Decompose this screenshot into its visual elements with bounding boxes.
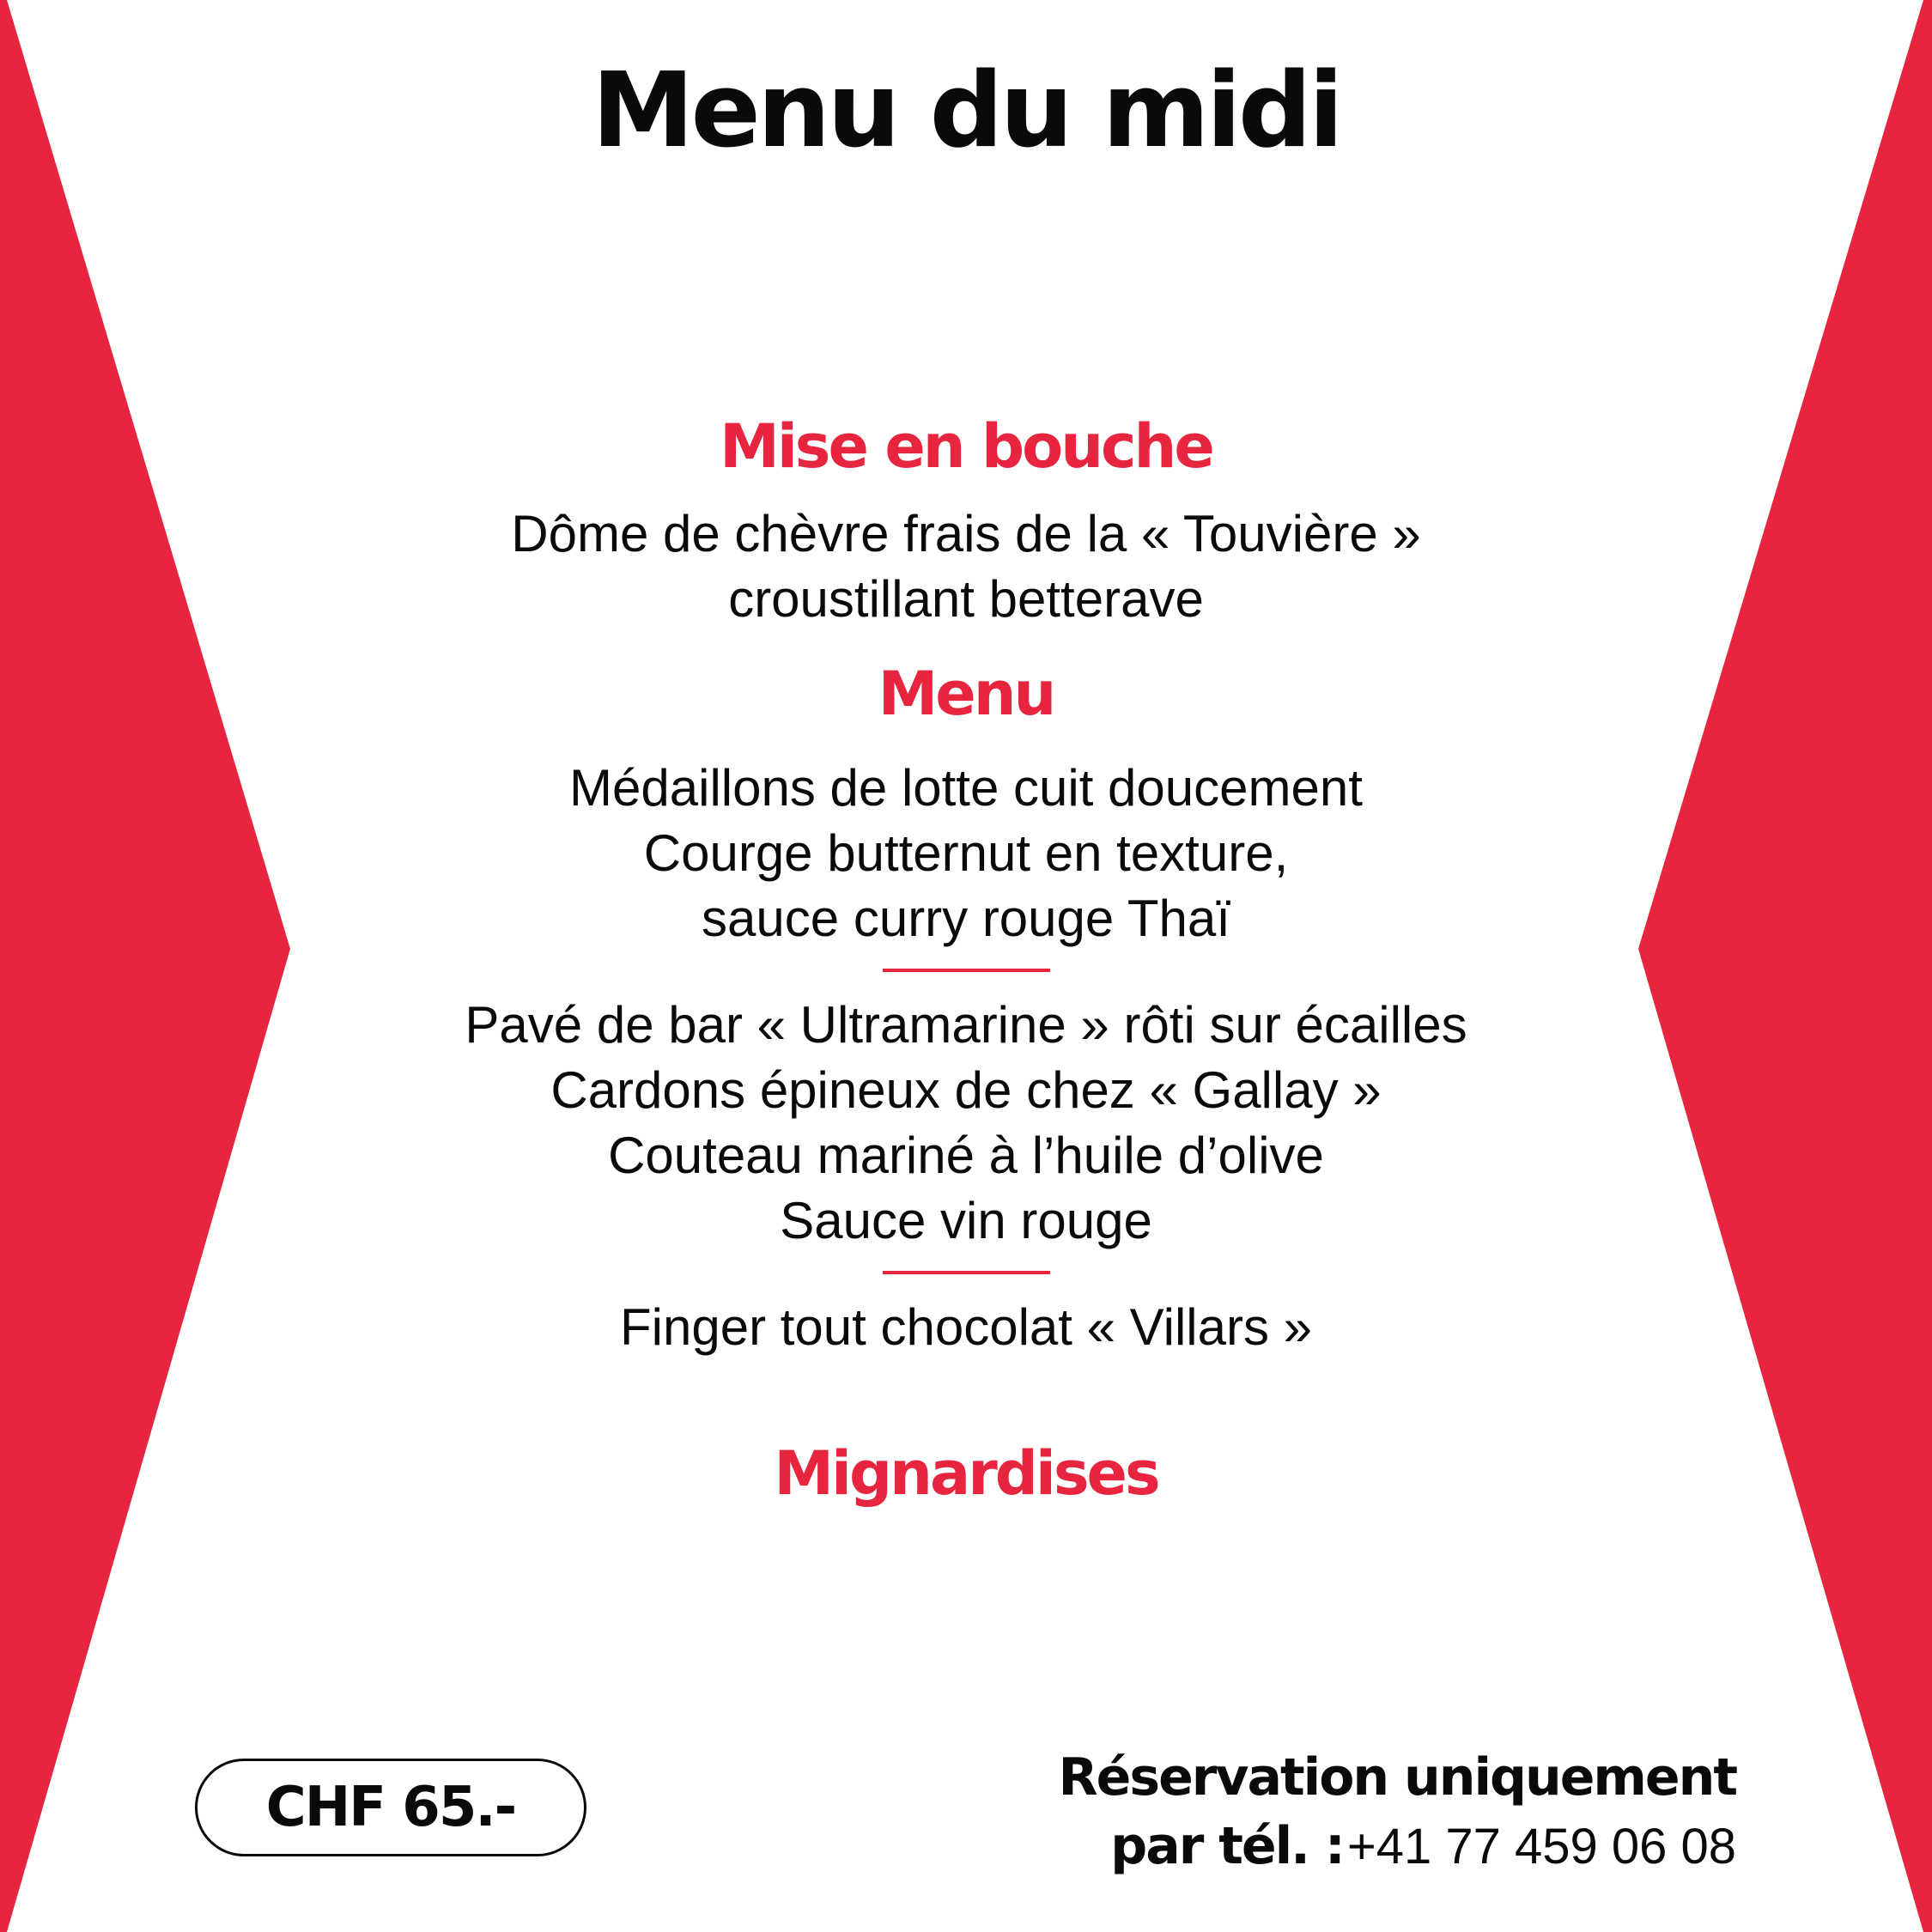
dish-line: Courge butternut en texture, <box>643 824 1289 882</box>
dish-line: croustillant betterave <box>728 570 1204 628</box>
section-heading-mignardises: Mignardises <box>774 1438 1158 1509</box>
course-separator <box>883 969 1050 972</box>
reservation-info <box>1058 1743 1736 1894</box>
dish-line: Finger tout chocolat « Villars » <box>620 1298 1312 1356</box>
section-heading-mise-en-bouche: Mise en bouche <box>720 411 1212 482</box>
dish-line: Sauce vin rouge <box>780 1192 1152 1249</box>
reservation-line: Réservation uniquement <box>1058 1747 1736 1807</box>
price-badge <box>195 1759 586 1856</box>
left-red-shape <box>0 0 290 1932</box>
menu-content <box>365 404 1567 1516</box>
course-separator <box>883 1271 1050 1274</box>
dish-line: sauce curry rouge Thaï <box>702 890 1230 947</box>
phone-label: par tél. : <box>1110 1816 1344 1876</box>
dish-line: Médaillons de lotte cuit doucement <box>569 759 1363 817</box>
section-heading-menu: Menu <box>878 659 1054 729</box>
price-text: CHF 65.- <box>265 1776 516 1839</box>
dish-line: Pavé de bar « Ultramarine » rôti sur écailles <box>465 996 1467 1054</box>
reservation-phone-line <box>1058 1812 1736 1894</box>
dish-line: Cardons épineux de chez « Gallay » <box>550 1061 1382 1119</box>
right-red-shape <box>1638 0 1932 1932</box>
page-title: Menu du midi <box>592 52 1340 171</box>
dish-line: Couteau mariné à l’huile d’olive <box>608 1127 1324 1184</box>
phone-number[interactable]: +41 77 459 06 08 <box>1346 1819 1736 1874</box>
dish-line: Dôme de chèvre frais de la « Touvière » <box>511 505 1421 562</box>
